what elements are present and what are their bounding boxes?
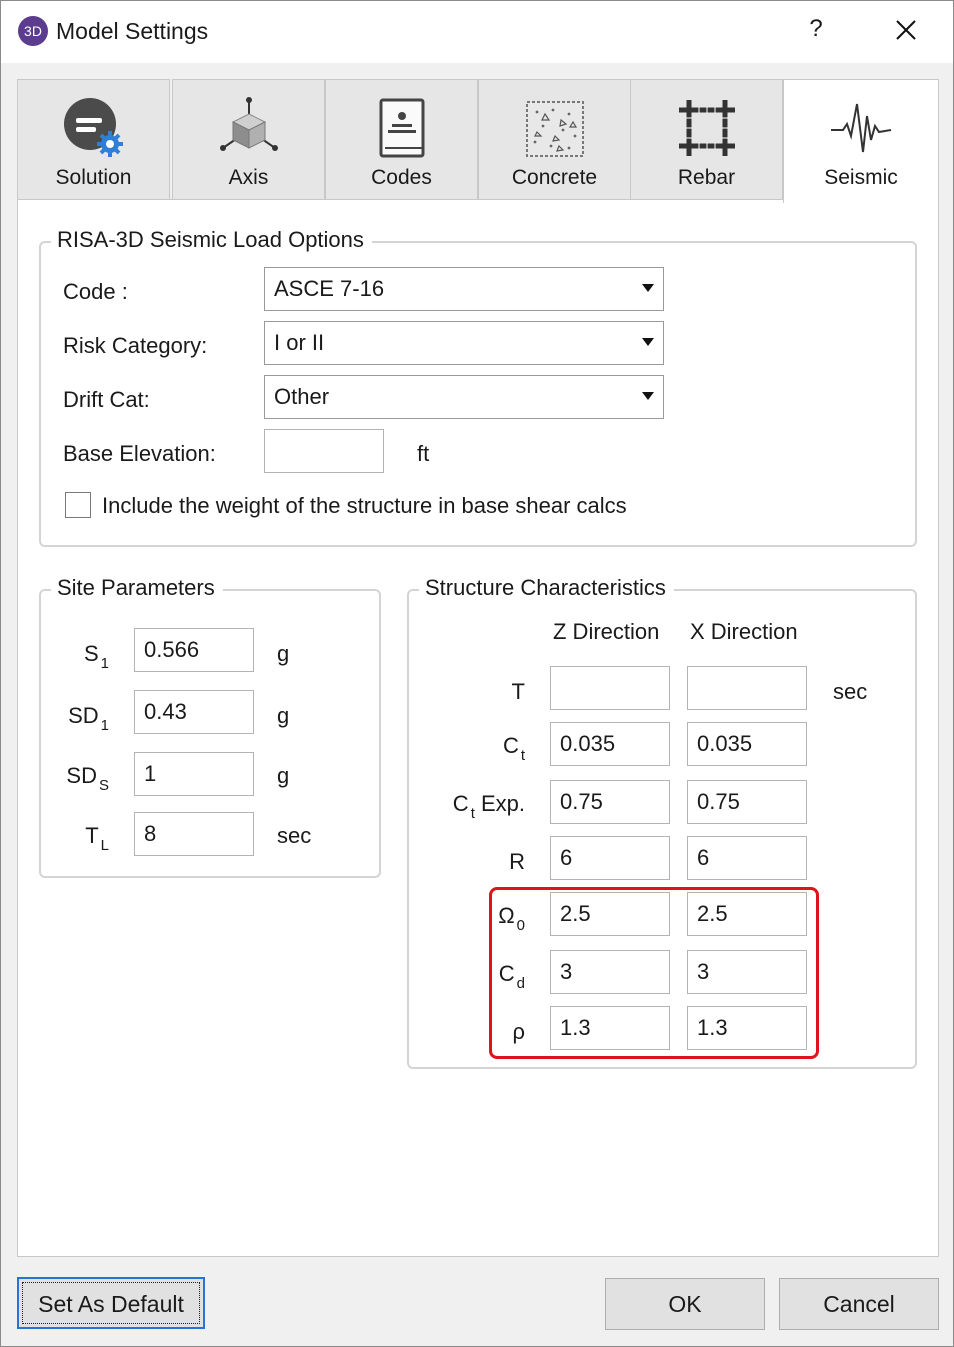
ct-x-input[interactable]: 0.035 <box>687 722 807 766</box>
drift-cat-label: Drift Cat: <box>63 387 150 412</box>
tab-label: Axis <box>228 166 269 189</box>
tl-unit: sec <box>277 823 312 848</box>
group-title: RISA-3D Seismic Load Options <box>51 227 372 253</box>
omega0-x-input[interactable]: 2.5 <box>687 892 807 936</box>
chevron-down-icon <box>642 338 654 346</box>
tab-concrete[interactable] <box>478 79 631 201</box>
solution-icon <box>62 96 126 160</box>
axis-icon <box>217 96 281 160</box>
tab-axis[interactable] <box>172 79 325 201</box>
risk-category-value: I or II <box>274 330 325 355</box>
r-x-input[interactable]: 6 <box>687 836 807 880</box>
seismic-panel <box>17 199 939 1257</box>
seismic-icon <box>829 96 893 160</box>
structure-characteristics-group <box>407 575 917 1069</box>
base-elevation-label: Base Elevation: <box>63 441 216 466</box>
code-dropdown[interactable] <box>264 267 664 311</box>
omega0-label: Ω $_0$ <box>498 903 525 934</box>
codes-icon <box>370 96 434 160</box>
title-bar <box>1 1 953 63</box>
code-value: ASCE 7-16 <box>274 276 385 301</box>
tab-strip <box>17 79 939 201</box>
s1-unit: g <box>277 641 290 666</box>
concrete-icon <box>523 96 587 160</box>
tab-seismic[interactable] <box>783 79 939 203</box>
tab-codes[interactable] <box>325 79 478 201</box>
rho-z-input[interactable]: 1.3 <box>550 1006 670 1050</box>
ct-exp-label: C $_t$ Exp. <box>452 791 525 822</box>
base-elevation-unit: ft <box>417 441 430 466</box>
tab-label: Rebar <box>677 166 736 189</box>
chevron-down-icon <box>642 392 654 400</box>
sds-label: SD $_S$ <box>66 763 109 794</box>
ct-z-input[interactable]: 0.035 <box>550 722 670 766</box>
sd1-unit: g <box>277 703 290 728</box>
cancel-label: Cancel <box>823 1291 895 1317</box>
help-button[interactable]: ? <box>809 15 823 42</box>
t-x-input[interactable] <box>687 666 807 710</box>
z-direction-header: Z Direction <box>553 619 660 644</box>
t-unit: sec <box>833 679 868 704</box>
cancel-button[interactable] <box>779 1278 939 1330</box>
tl-label: T $_L$ <box>85 823 109 854</box>
sds-input[interactable]: 1 <box>134 752 254 796</box>
ok-label: OK <box>668 1291 702 1317</box>
base-elevation-input[interactable] <box>264 429 384 473</box>
sd1-input[interactable]: 0.43 <box>134 690 254 734</box>
ct-label: C $_t$ <box>502 733 525 764</box>
group-title: Structure Characteristics <box>419 575 674 601</box>
code-label: Code : <box>63 279 128 304</box>
s1-input[interactable]: 0.566 <box>134 628 254 672</box>
risk-category-dropdown[interactable] <box>264 321 664 365</box>
rho-label: ρ <box>512 1019 525 1044</box>
cd-z-input[interactable]: 3 <box>550 950 670 994</box>
drift-cat-value: Other <box>274 384 330 409</box>
include-weight-label[interactable]: Include the weight of the structure in base shear calcs <box>102 493 627 518</box>
rebar-icon <box>675 96 739 160</box>
tab-label: Solution <box>55 166 132 189</box>
r-label: R <box>509 849 525 874</box>
tl-input[interactable]: 8 <box>134 812 254 856</box>
app-icon: 3D <box>18 16 48 46</box>
drift-cat-dropdown[interactable] <box>264 375 664 419</box>
group-title: Site Parameters <box>51 575 223 601</box>
tab-label: Seismic <box>824 166 898 189</box>
t-z-input[interactable] <box>550 666 670 710</box>
t-label: T <box>511 679 525 704</box>
sds-unit: g <box>277 763 290 788</box>
cd-x-input[interactable]: 3 <box>687 950 807 994</box>
tab-label: Codes <box>371 166 432 189</box>
omega0-z-input[interactable]: 2.5 <box>550 892 670 936</box>
sd1-label: SD $_1$ <box>68 703 109 734</box>
risk-category-label: Risk Category: <box>63 333 208 358</box>
s1-label: S $_1$ <box>83 641 109 672</box>
include-weight-checkbox[interactable] <box>65 492 91 518</box>
seismic-load-options-group <box>39 227 917 547</box>
set-as-default-label: Set As Default <box>38 1291 184 1317</box>
tab-solution[interactable] <box>17 79 170 201</box>
site-parameters-group <box>39 575 381 878</box>
rho-x-input[interactable]: 1.3 <box>687 1006 807 1050</box>
set-as-default-button[interactable] <box>17 1277 205 1329</box>
close-icon[interactable] <box>889 13 923 47</box>
x-direction-header: X Direction <box>690 619 798 644</box>
chevron-down-icon <box>642 284 654 292</box>
ct-exp-x-input[interactable]: 0.75 <box>687 780 807 824</box>
cd-label: C $_d$ <box>498 961 525 992</box>
r-z-input[interactable]: 6 <box>550 836 670 880</box>
tab-rebar[interactable] <box>630 79 783 201</box>
ct-exp-z-input[interactable]: 0.75 <box>550 780 670 824</box>
ok-button[interactable] <box>605 1278 765 1330</box>
tab-label: Concrete <box>511 166 598 189</box>
window-title: Model Settings <box>56 18 209 44</box>
